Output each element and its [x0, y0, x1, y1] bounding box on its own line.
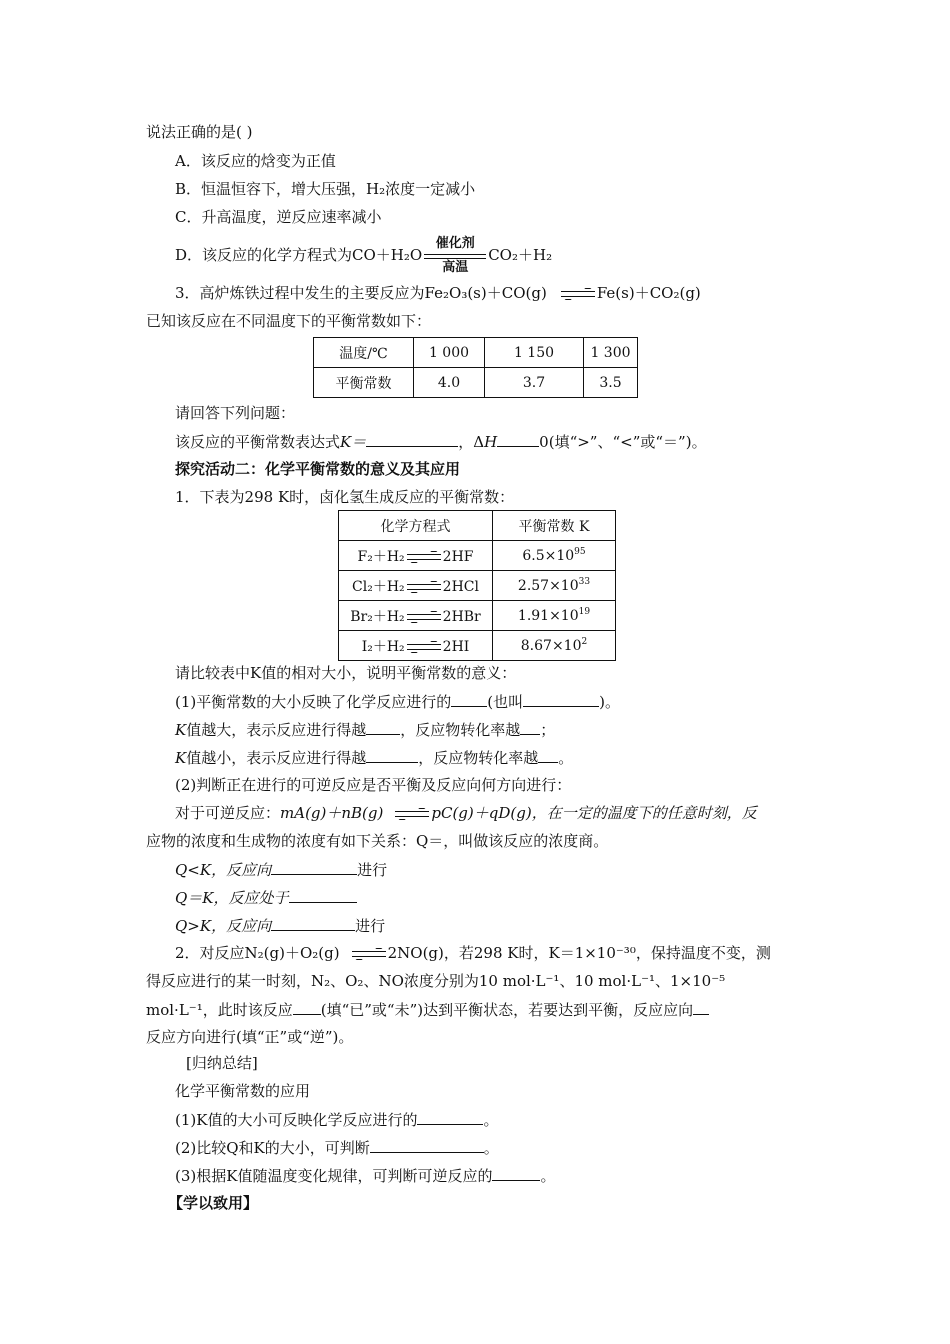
k-symbol: K	[175, 749, 187, 767]
q-less-k-line	[175, 859, 387, 880]
s2-q2-text: 2．对反应N₂(g)＋O₂(g)	[175, 944, 340, 962]
k-exponent: 2	[581, 637, 588, 647]
table1-header: 1 300	[584, 338, 638, 368]
equilibrium-arrow	[407, 551, 441, 563]
equilibrium-arrow	[395, 808, 429, 820]
q3-lead: 3．高炉炼铁过程中发生的主要反应为Fe₂O₃(s)＋CO(g)	[175, 284, 547, 302]
q-equal-k-line	[175, 887, 357, 908]
q3-known: 已知该反应在不同温度下的平衡常数如下：	[146, 312, 432, 330]
q-greater-k-text: Q>K，反应向	[175, 917, 272, 935]
summary-text: (1)K值的大小可反映化学反应进行的	[175, 1111, 418, 1129]
answer-blank[interactable]	[366, 747, 418, 763]
answer-blank[interactable]	[497, 431, 539, 447]
answer-blank[interactable]	[523, 691, 599, 707]
s2-q1: 1．下表为298 K时，卤化氢生成反应的平衡常数：	[175, 488, 515, 506]
q-equal-k-text: Q＝K，反应处于	[175, 889, 289, 907]
apply-title: 【学以致用】	[168, 1194, 259, 1212]
table2-header: 平衡常数 K	[493, 511, 616, 541]
summary-1	[175, 1109, 498, 1130]
k-small-line	[175, 747, 573, 768]
k-large-line	[175, 719, 555, 740]
k-small-text: 值越小，表示反应进行得越	[186, 749, 367, 767]
answer-blank[interactable]	[370, 1137, 484, 1153]
summary-3	[175, 1165, 555, 1186]
answer-blank[interactable]	[366, 719, 400, 735]
reactants: Br₂＋H₂	[350, 608, 405, 625]
table1-header: 温度/℃	[314, 338, 414, 368]
answer-blank[interactable]	[520, 719, 540, 735]
product: 2HCl	[442, 578, 479, 595]
q-less-k-text: 进行	[357, 861, 388, 879]
answer-blank[interactable]	[293, 999, 321, 1015]
intro-line: 说法正确的是( )	[146, 123, 253, 141]
point-1	[175, 691, 620, 712]
high-temp-label: 高温	[442, 260, 469, 275]
s2-q2-line-2: 得反应进行的某一时刻，N₂、O₂、NO浓度分别为10 mol·L⁻¹、10 mol·L⁻¹、1×10⁻⁵	[146, 972, 726, 990]
s2-q2-text: 2NO(g)，若298 K时，K＝1×10⁻³⁰，保持温度不变，测	[387, 944, 771, 962]
k-cell	[493, 571, 616, 601]
k-exponent: 95	[574, 547, 586, 557]
answer-blank[interactable]	[417, 1109, 483, 1125]
table1-cell: 4.0	[414, 368, 485, 398]
reversible-line-2: 应物的浓度和生成物的浓度有如下关系：Q＝，叫做该反应的浓度商。	[146, 832, 609, 850]
reaction-cell	[339, 601, 493, 631]
q3-line	[175, 283, 701, 303]
table1-cell: 3.7	[485, 368, 584, 398]
equilibrium-arrow	[407, 611, 441, 623]
option-d	[175, 235, 552, 276]
k-mantissa: 2.57×10	[517, 578, 579, 594]
answer-blank[interactable]	[271, 859, 357, 875]
k-symbol: K	[175, 721, 187, 739]
halide-table	[338, 510, 616, 661]
reversible-line	[175, 803, 757, 823]
k-large-text: ，反应物转化率越	[400, 721, 521, 739]
summary-text: 。	[483, 1139, 499, 1157]
option-d-text: D．该反应的化学方程式为CO＋H₂O	[175, 246, 423, 264]
product: 2HBr	[442, 608, 481, 625]
table2-header: 化学方程式	[339, 511, 493, 541]
k-exponent: 19	[578, 607, 591, 617]
k-mantissa: 8.67×10	[520, 638, 582, 654]
delta-symbol: ，Δ	[458, 433, 485, 451]
reactants: I₂＋H₂	[361, 638, 405, 655]
table1-cell: 平衡常数	[314, 368, 414, 398]
q-greater-k-line	[175, 915, 385, 936]
sign-choice-text: 0(填“>”、“<”或“＝”)。	[539, 433, 707, 451]
equilibrium-arrow	[352, 948, 386, 960]
option-b: B．恒温恒容下，增大压强，H₂浓度一定减小	[175, 180, 476, 198]
summary-tag: [归纳总结]	[186, 1054, 258, 1072]
s2-q2-line-3	[146, 999, 709, 1020]
k-cell	[493, 631, 616, 661]
q3-products: Fe(s)＋CO₂(g)	[596, 284, 701, 302]
q3-ask: 请回答下列问题：	[175, 404, 296, 422]
reversible-text: 对于可逆反应：	[175, 804, 281, 822]
point-1-text: (1)平衡常数的大小反映了化学反应进行的	[175, 693, 452, 711]
product: 2HI	[442, 638, 470, 655]
answer-blank[interactable]	[693, 999, 709, 1015]
equilibrium-arrow	[407, 641, 441, 653]
answer-blank[interactable]	[538, 747, 558, 763]
k-cell	[493, 541, 616, 571]
h-symbol: H	[484, 433, 498, 451]
reaction-cell	[339, 541, 493, 571]
reversible-reactants: mA(g)＋nB(g)	[280, 804, 384, 822]
k-mantissa: 6.5×10	[522, 548, 575, 564]
product: 2HF	[442, 548, 474, 565]
q3-k-expression	[175, 431, 707, 452]
reactants: Cl₂＋H₂	[352, 578, 405, 595]
point-1-text: )。	[599, 693, 620, 711]
k-exponent: 33	[578, 577, 591, 587]
reaction-cell	[339, 631, 493, 661]
equilibrium-arrow	[561, 288, 595, 300]
k-expr-symbol: K＝	[340, 433, 367, 451]
summary-title: 化学平衡常数的应用	[175, 1082, 311, 1100]
summary-text: (2)比较Q和K的大小，可判断	[175, 1139, 370, 1157]
k-expr-text: 该反应的平衡常数表达式	[175, 433, 341, 451]
k-cell	[493, 601, 616, 631]
answer-blank[interactable]	[451, 691, 487, 707]
option-d-products: CO₂＋H₂	[488, 246, 553, 264]
equilibrium-arrow	[407, 581, 441, 593]
compare-line: 请比较表中K值的相对大小，说明平衡常数的意义：	[175, 664, 517, 682]
s2-q2-line-1	[175, 943, 771, 963]
summary-text: (3)根据K值随温度变化规律，可判断可逆反应的	[175, 1167, 493, 1185]
point-1-text: (也叫	[487, 693, 524, 711]
s2-q2-line-4: 反应方向进行(填“正”或“逆”)。	[146, 1028, 354, 1046]
table1-header: 1 150	[485, 338, 584, 368]
answer-blank[interactable]	[492, 1165, 540, 1181]
summary-text: 。	[483, 1111, 499, 1129]
summary-text: 。	[540, 1167, 556, 1185]
catalyst-label: 催化剂	[435, 236, 475, 251]
q-greater-k-text: 进行	[355, 917, 386, 935]
option-a: A．该反应的焓变为正值	[175, 152, 336, 170]
answer-blank[interactable]	[366, 431, 458, 447]
summary-2	[175, 1137, 499, 1158]
s2-q2-text: (填“已”或“未”)达到平衡状态，若要达到平衡，反应应向	[320, 1001, 694, 1019]
point-2: (2)判断正在进行的可逆反应是否平衡及反应向何方向进行：	[175, 776, 572, 794]
k-mantissa: 1.91×10	[517, 608, 579, 624]
temperature-table	[313, 337, 638, 398]
k-small-text: 。	[558, 749, 574, 767]
table1-header: 1 000	[414, 338, 485, 368]
q-less-k-text: Q<K，反应向	[175, 861, 272, 879]
option-c: C．升高温度，逆反应速率减小	[175, 208, 382, 226]
table1-cell: 3.5	[584, 368, 638, 398]
reactants: F₂＋H₂	[357, 548, 405, 565]
section2-title: 探究活动二：化学平衡常数的意义及其应用	[175, 460, 461, 478]
k-large-text: ；	[540, 721, 556, 739]
reversible-products: pC(g)＋qD(g)，在一定的温度下的任意时刻，反	[431, 804, 757, 822]
answer-blank[interactable]	[289, 887, 357, 903]
reaction-cell	[339, 571, 493, 601]
s2-q2-text: mol·L⁻¹，此时该反应	[146, 1001, 293, 1019]
k-large-text: 值越大，表示反应进行得越	[186, 721, 367, 739]
k-small-text: ，反应物转化率越	[418, 749, 539, 767]
catalyst-arrow	[424, 236, 486, 276]
answer-blank[interactable]	[271, 915, 355, 931]
